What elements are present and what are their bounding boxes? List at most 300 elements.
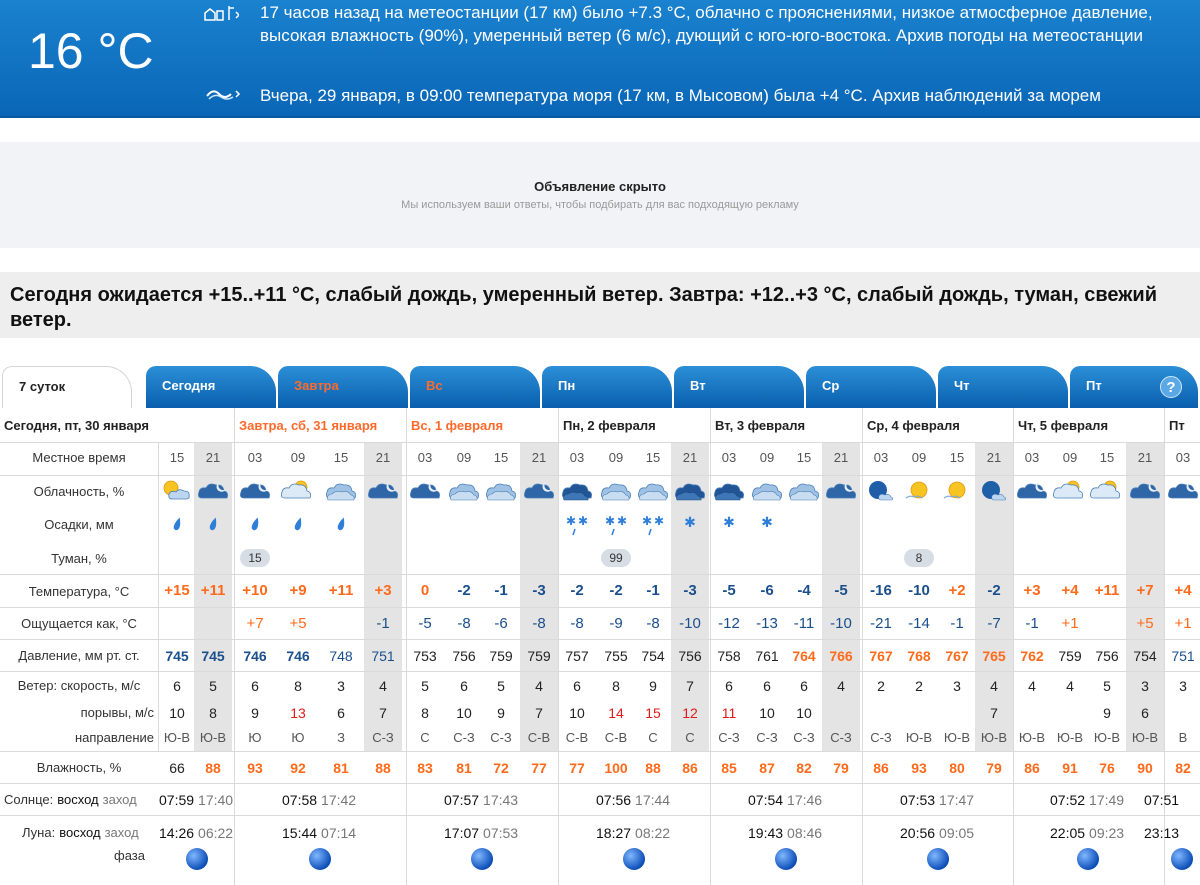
temp: +4 — [1061, 582, 1079, 599]
moon-cloud-icon — [977, 478, 1011, 502]
temp: +11 — [200, 582, 226, 599]
hum: 80 — [949, 760, 965, 776]
dir: Ю-В — [163, 730, 191, 745]
fog-badge: 15 — [240, 549, 270, 567]
ws: 3 — [1179, 678, 1187, 694]
svg-text:✱: ✱ — [761, 515, 773, 531]
pres: 759 — [1058, 648, 1082, 664]
gust: 9 — [251, 705, 259, 721]
tab-label: Ср — [822, 378, 840, 393]
raindrop-icon — [196, 513, 230, 537]
row-label-clouds: Облачность, % — [33, 484, 125, 499]
feels: -13 — [756, 615, 778, 632]
ws: 5 — [421, 678, 429, 694]
time: 21 — [205, 450, 221, 465]
pres: 751 — [371, 648, 395, 664]
raindrop-icon — [281, 513, 315, 537]
cloud-icon — [324, 478, 358, 502]
moon-times — [748, 825, 822, 841]
ws: 4 — [1028, 678, 1036, 694]
moonset-time: 06:22 — [198, 825, 234, 841]
svg-text:✱: ✱ — [684, 515, 696, 531]
cloud-dark-icon — [712, 478, 746, 502]
tab-label: Сегодня — [162, 378, 216, 393]
cloud-icon — [787, 478, 821, 502]
dir: С-З — [718, 730, 740, 745]
cloud-night-icon — [238, 478, 272, 502]
moonset-time: 07:53 — [483, 825, 519, 841]
sun-rise-label: восход — [57, 792, 99, 807]
cloud-night-icon — [824, 478, 858, 502]
feels: -11 — [793, 615, 815, 632]
sunrise-time: 07:57 — [444, 792, 480, 808]
hum: 81 — [456, 760, 472, 776]
moon-phase-icon — [186, 848, 208, 870]
ws: 4 — [990, 678, 998, 694]
ws: 2 — [915, 678, 923, 694]
moonset-time: 07:14 — [321, 825, 357, 841]
gust: 11 — [721, 705, 737, 721]
dir: Ю — [291, 730, 305, 745]
temp: +15 — [164, 582, 190, 599]
time: 15 — [949, 450, 965, 465]
pres: 755 — [604, 648, 628, 664]
dir: С-В — [527, 730, 551, 745]
moonrise-time: 19:43 — [748, 825, 784, 841]
pres: 766 — [829, 648, 853, 664]
time: 21 — [682, 450, 698, 465]
ws: 8 — [612, 678, 620, 694]
feels: -1 — [1025, 615, 1039, 632]
hum: 72 — [493, 760, 509, 776]
snow-rain-icon — [636, 513, 670, 537]
gust: 14 — [608, 705, 624, 721]
pres: 756 — [1095, 648, 1119, 664]
ad-subtitle: Мы используем ваши ответы, чтобы подбирать для вас подходящую рекламу — [401, 199, 799, 211]
temp: +3 — [1023, 582, 1041, 599]
day-header: Завтра, сб, 31 января — [234, 408, 406, 442]
ws: 5 — [209, 678, 217, 694]
row-divider — [0, 607, 1200, 608]
sun-icon — [902, 478, 936, 502]
time: 21 — [531, 450, 547, 465]
cloud-icon — [447, 478, 481, 502]
ws: 2 — [877, 678, 885, 694]
cloud-night-icon — [196, 478, 230, 502]
day-separator — [406, 408, 407, 885]
svg-text:✱: ✱ — [641, 514, 653, 528]
row-label-pressure: Давление, мм рт. ст. — [18, 648, 140, 663]
fog-badge: 99 — [601, 549, 631, 567]
feels: -9 — [609, 615, 623, 632]
feels: -8 — [457, 615, 471, 632]
ws: 3 — [337, 678, 345, 694]
dir: С — [648, 730, 658, 745]
day-header: Вт, 3 февраля — [710, 408, 862, 442]
sunrise-time: 07:58 — [282, 792, 318, 808]
temp: +10 — [242, 582, 268, 599]
moon-set-label: заход — [104, 825, 139, 840]
dir: Ю-В — [1131, 730, 1159, 745]
row-divider — [0, 751, 1200, 752]
moon-phase-icon — [471, 848, 493, 870]
tab-day-3[interactable] — [410, 366, 540, 408]
row-label-precip: Осадки, мм — [44, 517, 114, 532]
forecast-summary: Сегодня ожидается +15..+11 °C, слабый дождь, умеренный ветер. Завтра: +12..+3 °C, слабый дождь, туман, свежий ветер. — [0, 272, 1200, 338]
moonset-time: 08:22 — [635, 825, 671, 841]
gust: 9 — [497, 705, 505, 721]
pres: 751 — [1171, 648, 1195, 664]
hum: 83 — [417, 760, 433, 776]
moon-phase-icon — [775, 848, 797, 870]
tab-day-5[interactable] — [674, 366, 804, 408]
temp: -4 — [797, 582, 811, 599]
dir: С-З — [793, 730, 815, 745]
hum: 81 — [333, 760, 349, 776]
tab-day-1[interactable] — [146, 366, 276, 408]
sunrise-time: 07:53 — [900, 792, 936, 808]
sunset-time: 17:42 — [321, 792, 357, 808]
raindrop-icon — [238, 513, 272, 537]
sea-report-text[interactable]: Вчера, 29 января, в 09:00 температура моря (17 км, в Мысовом) была +4 °C. Архив наблюдений за морем — [260, 86, 1101, 105]
day-separator — [1013, 408, 1014, 885]
sunrise-time: 07:54 — [748, 792, 784, 808]
temp: +3 — [374, 582, 392, 599]
ws: 4 — [1066, 678, 1074, 694]
pres: 746 — [243, 648, 267, 664]
gust: 10 — [169, 705, 185, 721]
tab-7-days[interactable] — [2, 366, 132, 408]
moon-times — [1050, 825, 1124, 841]
forecast-table — [0, 408, 1200, 885]
hum: 88 — [645, 760, 661, 776]
forecast-tabs — [0, 366, 1200, 408]
sun-times — [1144, 792, 1183, 808]
pres: 761 — [755, 648, 779, 664]
sunset-time: 17:49 — [1089, 792, 1125, 808]
sunrise-time: 07:52 — [1050, 792, 1086, 808]
dir: Ю-В — [1018, 730, 1046, 745]
row-label-feels: Ощущается как, °C — [21, 616, 137, 631]
feels: -1 — [950, 615, 964, 632]
feels: +5 — [289, 615, 307, 632]
pres: 745 — [201, 648, 225, 664]
temp: -2 — [457, 582, 471, 599]
raindrop-icon — [160, 513, 194, 537]
sun-times — [444, 792, 518, 808]
feels: +1 — [1061, 615, 1079, 632]
current-temperature: 16 °C — [28, 23, 154, 79]
day-header: Чт, 5 февраля — [1013, 408, 1164, 442]
feels: -10 — [679, 615, 701, 632]
gust: 10 — [796, 705, 812, 721]
time: 15 — [333, 450, 349, 465]
cloud-icon — [484, 478, 518, 502]
pres: 754 — [641, 648, 665, 664]
ws: 3 — [1141, 678, 1149, 694]
temp: -1 — [494, 582, 508, 599]
hum: 77 — [569, 760, 585, 776]
hum: 82 — [1175, 760, 1191, 776]
dir: С-З — [372, 730, 394, 745]
day-header: Вс, 1 февраля — [406, 408, 558, 442]
moonrise-time: 17:07 — [444, 825, 480, 841]
pres: 746 — [286, 648, 310, 664]
dir: С-З — [870, 730, 892, 745]
sun-cloud-icon — [160, 478, 194, 502]
moon-rise-label: восход — [59, 825, 101, 840]
tab-day-4[interactable] — [542, 366, 672, 408]
ws: 4 — [535, 678, 543, 694]
sun-times — [596, 792, 670, 808]
pres: 758 — [717, 648, 741, 664]
tab-label: Завтра — [294, 378, 339, 393]
hum: 87 — [759, 760, 775, 776]
pres: 764 — [792, 648, 816, 664]
gust: 7 — [535, 705, 543, 721]
station-report-text[interactable]: 17 часов назад на метеостанции (17 км) было +7.3 °C, облачно с прояснениями, низкое атмосферное давление, высокая влажность (90%), умеренный ветер (6 м/с), дующий с юго-юго-востока. Архив погоды на метеостанции — [260, 3, 1153, 45]
svg-text:✱: ✱ — [565, 514, 577, 528]
temp: -3 — [532, 582, 546, 599]
hum: 82 — [796, 760, 812, 776]
time: 21 — [986, 450, 1002, 465]
pres: 759 — [489, 648, 513, 664]
temp: -10 — [908, 582, 930, 599]
moon-times — [1144, 825, 1183, 841]
temp: +11 — [328, 582, 354, 599]
day-separator — [234, 408, 235, 885]
temp: -2 — [570, 582, 584, 599]
temp: +2 — [948, 582, 966, 599]
hum: 86 — [873, 760, 889, 776]
cloud-dark-icon — [673, 478, 707, 502]
pres: 767 — [945, 648, 969, 664]
snowflake-icon — [712, 513, 746, 537]
svg-text:✱: ✱ — [604, 514, 616, 528]
row-divider — [0, 639, 1200, 640]
row-label-direction: направление — [74, 730, 154, 745]
row-label-wind_speed: Ветер: скорость, м/с — [17, 678, 141, 693]
tab-day-7[interactable] — [938, 366, 1068, 408]
row-divider — [0, 442, 1200, 443]
sunset-time: 17:46 — [787, 792, 823, 808]
ws: 4 — [837, 678, 845, 694]
feels: -6 — [494, 615, 508, 632]
snow-rain-icon — [560, 513, 594, 537]
moon-times — [596, 825, 670, 841]
day-separator — [558, 408, 559, 885]
raindrop-icon — [324, 513, 358, 537]
dir: Ю-В — [199, 730, 227, 745]
pres: 754 — [1133, 648, 1157, 664]
hum: 91 — [1062, 760, 1078, 776]
day-separator — [710, 408, 711, 885]
row-divider — [0, 475, 1200, 476]
row-divider — [0, 783, 1200, 784]
row-divider — [0, 815, 1200, 816]
help-icon[interactable]: ? — [1160, 376, 1182, 398]
cloud-dark-icon — [560, 478, 594, 502]
dir: С-З — [490, 730, 512, 745]
pres: 753 — [413, 648, 437, 664]
gust: 8 — [209, 705, 217, 721]
cloud-icon — [599, 478, 633, 502]
tab-day-2[interactable] — [278, 366, 408, 408]
feels: -8 — [646, 615, 660, 632]
ws: 5 — [497, 678, 505, 694]
moonset-time: 09:23 — [1089, 825, 1125, 841]
cloud-night-icon — [366, 478, 400, 502]
gust: 10 — [569, 705, 585, 721]
feels: -7 — [987, 615, 1001, 632]
moonset-time: 09:05 — [939, 825, 975, 841]
sunrise-time: 07:51 — [1144, 792, 1180, 808]
gust: 8 — [421, 705, 429, 721]
hidden-ad-block — [0, 142, 1200, 248]
ws: 6 — [460, 678, 468, 694]
hum: 93 — [911, 760, 927, 776]
time: 03 — [1024, 450, 1040, 465]
ws: 3 — [953, 678, 961, 694]
row-label-time: Местное время — [32, 450, 126, 465]
sun-label-group — [4, 792, 137, 807]
moon-phase-icon — [1171, 848, 1193, 870]
ws: 6 — [573, 678, 581, 694]
hum: 100 — [604, 760, 628, 776]
hum: 79 — [986, 760, 1002, 776]
dir: Ю-В — [1093, 730, 1121, 745]
ws: 4 — [379, 678, 387, 694]
ws: 6 — [725, 678, 733, 694]
sun-label: Солнце: — [4, 792, 54, 807]
feels: -5 — [418, 615, 432, 632]
snowflake-icon — [750, 513, 784, 537]
sunset-time: 17:40 — [198, 792, 234, 808]
time: 15 — [645, 450, 661, 465]
tab-label: Вт — [690, 378, 706, 393]
cloud-night-icon — [1015, 478, 1049, 502]
row-divider — [0, 671, 1200, 672]
temp: +4 — [1174, 582, 1192, 599]
pres: 756 — [452, 648, 476, 664]
dir: Ю-В — [980, 730, 1008, 745]
current-weather-header — [0, 0, 1200, 118]
time: 03 — [247, 450, 263, 465]
gust: 9 — [1103, 705, 1111, 721]
tab-day-6[interactable] — [806, 366, 936, 408]
time: 09 — [1062, 450, 1078, 465]
ws: 7 — [686, 678, 694, 694]
time: 09 — [456, 450, 472, 465]
temp: -6 — [760, 582, 774, 599]
svg-text:✱: ✱ — [616, 514, 628, 528]
dir: З — [337, 730, 345, 745]
hum: 86 — [1024, 760, 1040, 776]
hum: 88 — [205, 760, 221, 776]
dir: В — [1178, 730, 1188, 745]
row-label-temp: Температура, °C — [28, 584, 130, 599]
day-header: Пт — [1164, 408, 1200, 442]
cloud-night-icon — [1166, 478, 1200, 502]
snowflake-icon — [673, 513, 707, 537]
pres: 768 — [907, 648, 931, 664]
tab-label: Пн — [558, 378, 576, 393]
row-label-gusts: порывы, м/с — [80, 705, 154, 720]
temp: -5 — [834, 582, 848, 599]
dir: С-В — [565, 730, 589, 745]
moonrise-time: 22:05 — [1050, 825, 1086, 841]
temp: -2 — [609, 582, 623, 599]
dir: С-З — [830, 730, 852, 745]
hum: 88 — [375, 760, 391, 776]
time: 03 — [873, 450, 889, 465]
dir: Ю-В — [1056, 730, 1084, 745]
sun-times — [159, 792, 233, 808]
pres: 756 — [678, 648, 702, 664]
pres: 759 — [527, 648, 551, 664]
row-divider — [0, 574, 1200, 575]
ad-title: Объявление скрыто — [534, 179, 666, 194]
svg-text:✱: ✱ — [653, 514, 665, 528]
moon-times — [444, 825, 518, 841]
fog-badge: 8 — [904, 549, 934, 567]
ws: 6 — [173, 678, 181, 694]
moonrise-time: 14:26 — [159, 825, 195, 841]
time: 03 — [417, 450, 433, 465]
tab-label: 7 суток — [19, 379, 66, 394]
sunrise-time: 07:59 — [159, 792, 195, 808]
sun-times — [748, 792, 822, 808]
time: 15 — [1099, 450, 1115, 465]
moonrise-time: 20:56 — [900, 825, 936, 841]
time: 15 — [796, 450, 812, 465]
sea-wave-icon[interactable] — [205, 86, 241, 102]
pres: 748 — [329, 648, 353, 664]
hum: 76 — [1099, 760, 1115, 776]
sunset-time: 17:43 — [483, 792, 519, 808]
sun-set-label: заход — [102, 792, 137, 807]
feels: +5 — [1136, 615, 1154, 632]
dir: С — [685, 730, 695, 745]
feels: -8 — [570, 615, 584, 632]
row-label-fog: Туман, % — [51, 551, 107, 566]
moon-phase-icon — [1077, 848, 1099, 870]
moon-cloud-icon — [864, 478, 898, 502]
feels: -1 — [376, 615, 390, 632]
day-header: Пн, 2 февраля — [558, 408, 710, 442]
day-header: Ср, 4 февраля — [862, 408, 1013, 442]
gust: 7 — [379, 705, 387, 721]
hum: 77 — [531, 760, 547, 776]
moonrise-time: 18:27 — [596, 825, 632, 841]
gust: 12 — [682, 705, 698, 721]
time: 15 — [493, 450, 509, 465]
sun-times — [282, 792, 356, 808]
tab-label: Чт — [954, 378, 970, 393]
cloud-night-icon — [1128, 478, 1162, 502]
gust: 15 — [645, 705, 661, 721]
gust: 6 — [337, 705, 345, 721]
time: 21 — [833, 450, 849, 465]
hum: 93 — [247, 760, 263, 776]
dir: Ю-В — [943, 730, 971, 745]
moon-times — [159, 825, 233, 841]
weather-station-icon[interactable] — [203, 4, 239, 22]
pres: 762 — [1020, 648, 1044, 664]
svg-text:✱: ✱ — [577, 514, 589, 528]
feels: -10 — [830, 615, 852, 632]
moonrise-time: 15:44 — [282, 825, 318, 841]
